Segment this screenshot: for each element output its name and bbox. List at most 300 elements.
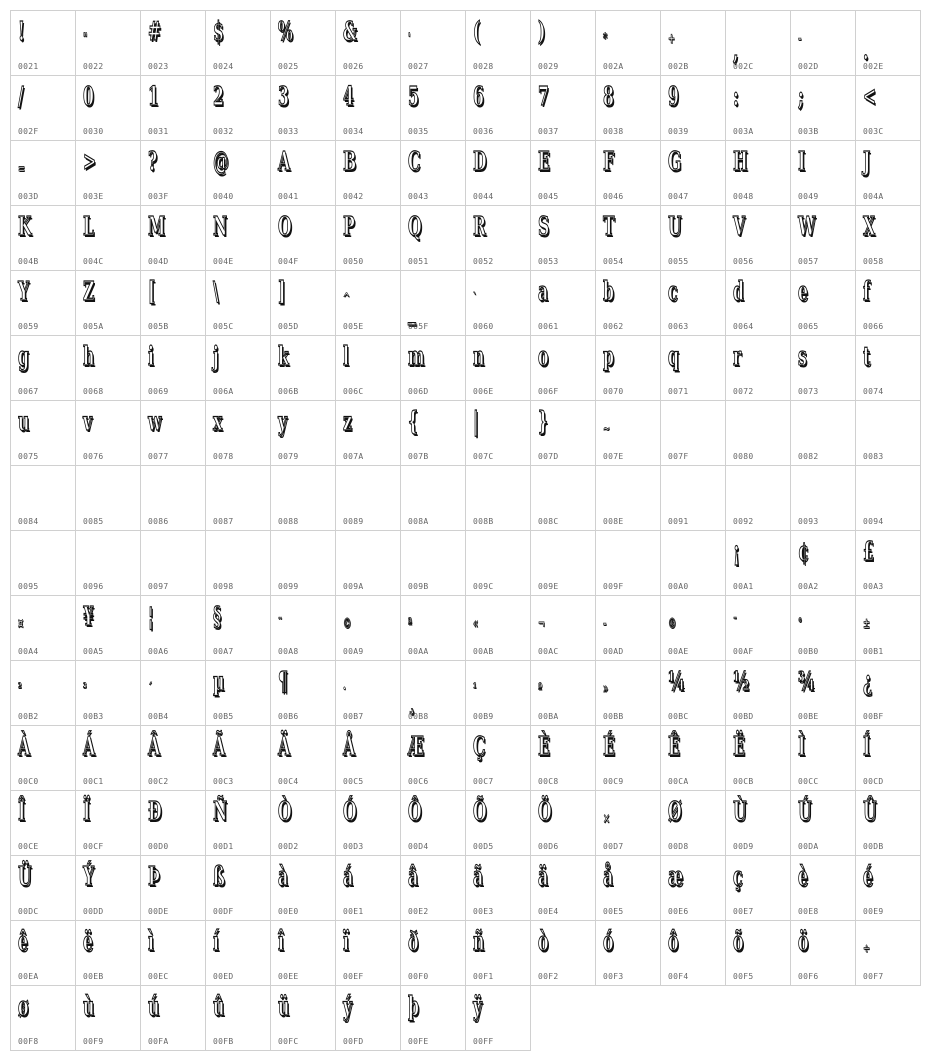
glyph-sample: n bbox=[473, 342, 485, 372]
glyph-code-label: 00EB bbox=[83, 972, 104, 981]
glyph-sample: à bbox=[278, 862, 289, 892]
glyph-code-label: 00D2 bbox=[278, 842, 299, 851]
glyph-code-label: 0056 bbox=[733, 257, 754, 266]
glyph-cell-00fd bbox=[336, 986, 401, 1051]
glyph-sample: 9 bbox=[668, 82, 679, 112]
glyph-sample: Ô bbox=[408, 797, 422, 827]
glyph-cell-00cc bbox=[791, 726, 856, 791]
glyph-code-label: 0072 bbox=[733, 387, 754, 396]
glyph-code-label: 008C bbox=[538, 517, 559, 526]
glyph-sample: ® bbox=[668, 616, 677, 632]
glyph-code-label: 00A4 bbox=[18, 647, 39, 656]
glyph-sample: Ê bbox=[668, 732, 680, 762]
glyph-code-label: 0037 bbox=[538, 127, 559, 136]
glyph-sample: ¬ bbox=[538, 616, 546, 632]
glyph-sample: ß bbox=[213, 862, 225, 892]
glyph-code-label: 00FE bbox=[408, 1037, 429, 1046]
glyph-cell-00bc bbox=[661, 661, 726, 726]
glyph-sample: Û bbox=[863, 797, 877, 827]
glyph-sample: - bbox=[798, 31, 802, 47]
glyph-cell-0034 bbox=[336, 76, 401, 141]
glyph-sample: X bbox=[863, 212, 876, 242]
glyph-code-label: 0058 bbox=[863, 257, 884, 266]
glyph-code-label: 0048 bbox=[733, 192, 754, 201]
glyph-code-label: 009F bbox=[603, 582, 624, 591]
glyph-cell-0097 bbox=[141, 531, 206, 596]
glyph-code-label: 00BB bbox=[603, 712, 624, 721]
glyph-code-label: 007A bbox=[343, 452, 364, 461]
glyph-cell-0096 bbox=[76, 531, 141, 596]
glyph-cell-0030 bbox=[76, 76, 141, 141]
glyph-sample: ¤ bbox=[18, 616, 24, 632]
glyph-sample: a bbox=[538, 277, 549, 307]
glyph-sample: Á bbox=[83, 732, 96, 762]
glyph-cell-0038 bbox=[596, 76, 661, 141]
glyph-code-label: 00C0 bbox=[18, 777, 39, 786]
glyph-cell-0033 bbox=[271, 76, 336, 141]
glyph-cell-0080 bbox=[726, 401, 791, 466]
glyph-cell-00e9 bbox=[856, 856, 921, 921]
glyph-code-label: 00C3 bbox=[213, 777, 234, 786]
glyph-sample: ¡ bbox=[733, 537, 740, 567]
glyph-sample: Ë bbox=[733, 732, 745, 762]
glyph-code-label: 0068 bbox=[83, 387, 104, 396]
glyph-code-label: 007E bbox=[603, 452, 624, 461]
glyph-code-label: 004F bbox=[278, 257, 299, 266]
glyph-code-label: 0092 bbox=[733, 517, 754, 526]
glyph-sample: J bbox=[863, 147, 871, 177]
glyph-sample: ï bbox=[343, 927, 349, 957]
glyph-sample: Õ bbox=[473, 797, 487, 827]
glyph-sample: % bbox=[278, 17, 293, 47]
glyph-code-label: 004C bbox=[83, 257, 104, 266]
glyph-cell-00ac bbox=[531, 596, 596, 661]
glyph-code-label: 00E0 bbox=[278, 907, 299, 916]
glyph-sample: ä bbox=[538, 862, 549, 892]
glyph-sample: \ bbox=[213, 277, 219, 307]
glyph-sample: û bbox=[213, 992, 225, 1022]
glyph-code-label: 0023 bbox=[148, 62, 169, 71]
glyph-code-label: 00E3 bbox=[473, 907, 494, 916]
glyph-cell-005f bbox=[401, 271, 466, 336]
glyph-sample: m bbox=[408, 342, 425, 372]
glyph-code-label: 00F2 bbox=[538, 972, 559, 981]
glyph-cell-0040 bbox=[206, 141, 271, 206]
glyph-code-label: 00D7 bbox=[603, 842, 624, 851]
glyph-cell-00de bbox=[141, 856, 206, 921]
glyph-code-label: 00FF bbox=[473, 1037, 494, 1046]
glyph-code-label: 0040 bbox=[213, 192, 234, 201]
glyph-code-label: 00A7 bbox=[213, 647, 234, 656]
glyph-cell-00cf bbox=[76, 791, 141, 856]
glyph-code-label: 007D bbox=[538, 452, 559, 461]
glyph-code-label: 00C9 bbox=[603, 777, 624, 786]
glyph-sample: I bbox=[798, 147, 806, 177]
glyph-code-label: 00A6 bbox=[148, 647, 169, 656]
glyph-sample: Î bbox=[18, 797, 26, 827]
glyph-code-label: 00CB bbox=[733, 777, 754, 786]
glyph-code-label: 0045 bbox=[538, 192, 559, 201]
glyph-cell-0052 bbox=[466, 206, 531, 271]
glyph-cell-0054 bbox=[596, 206, 661, 271]
glyph-code-label: 00D8 bbox=[668, 842, 689, 851]
glyph-code-label: 00C8 bbox=[538, 777, 559, 786]
glyph-code-label: 003E bbox=[83, 192, 104, 201]
glyph-cell-0022 bbox=[76, 11, 141, 76]
glyph-code-label: 00A1 bbox=[733, 582, 754, 591]
glyph-cell-0071 bbox=[661, 336, 726, 401]
glyph-sample: D bbox=[473, 147, 487, 177]
glyph-cell-00b9 bbox=[466, 661, 531, 726]
glyph-code-label: 007C bbox=[473, 452, 494, 461]
glyph-sample: Ý bbox=[83, 862, 95, 892]
glyph-sample: N bbox=[213, 212, 228, 242]
glyph-cell-00bd bbox=[726, 661, 791, 726]
glyph-cell-00fc bbox=[271, 986, 336, 1051]
glyph-cell-00d5 bbox=[466, 791, 531, 856]
glyph-sample: í bbox=[213, 927, 219, 957]
glyph-cell-0065 bbox=[791, 271, 856, 336]
glyph-sample: . bbox=[863, 36, 869, 66]
glyph-code-label: 00E2 bbox=[408, 907, 429, 916]
glyph-code-label: 0052 bbox=[473, 257, 494, 266]
glyph-cell-0077 bbox=[141, 401, 206, 466]
glyph-code-label: 00CE bbox=[18, 842, 39, 851]
glyph-code-label: 00AE bbox=[668, 647, 689, 656]
glyph-code-label: 00BC bbox=[668, 712, 689, 721]
glyph-sample: Ò bbox=[278, 797, 292, 827]
glyph-code-label: 0053 bbox=[538, 257, 559, 266]
glyph-cell-0053 bbox=[531, 206, 596, 271]
glyph-code-label: 0039 bbox=[668, 127, 689, 136]
glyph-sample: å bbox=[603, 862, 614, 892]
glyph-code-label: 00B4 bbox=[148, 712, 169, 721]
glyph-code-label: 004E bbox=[213, 257, 234, 266]
glyph-cell-0021 bbox=[11, 11, 76, 76]
glyph-cell-0063 bbox=[661, 271, 726, 336]
glyph-code-label: 00B1 bbox=[863, 647, 884, 656]
glyph-cell-00fe bbox=[401, 986, 466, 1051]
glyph-code-label: 0033 bbox=[278, 127, 299, 136]
glyph-cell-0093 bbox=[791, 466, 856, 531]
glyph-code-label: 00A9 bbox=[343, 647, 364, 656]
glyph-code-label: 00F0 bbox=[408, 972, 429, 981]
glyph-cell-0078 bbox=[206, 401, 271, 466]
glyph-sample: ò bbox=[538, 927, 549, 957]
glyph-cell-00b5 bbox=[206, 661, 271, 726]
glyph-cell-008a bbox=[401, 466, 466, 531]
glyph-sample: ´ bbox=[148, 681, 153, 697]
glyph-code-label: 0030 bbox=[83, 127, 104, 136]
glyph-cell-00ca bbox=[661, 726, 726, 791]
glyph-sample: G bbox=[668, 147, 682, 177]
glyph-cell-00e0 bbox=[271, 856, 336, 921]
glyph-cell-003a bbox=[726, 76, 791, 141]
glyph-sample: U bbox=[668, 212, 682, 242]
glyph-cell-005e bbox=[336, 271, 401, 336]
glyph-cell-00f4 bbox=[661, 921, 726, 986]
glyph-sample: # bbox=[148, 17, 162, 47]
glyph-code-label: 00F4 bbox=[668, 972, 689, 981]
glyph-sample: È bbox=[538, 732, 550, 762]
glyph-cell-00d1 bbox=[206, 791, 271, 856]
glyph-code-label: 0041 bbox=[278, 192, 299, 201]
glyph-sample: e bbox=[798, 277, 808, 307]
glyph-cell-006b bbox=[271, 336, 336, 401]
glyph-code-label: 003F bbox=[148, 192, 169, 201]
glyph-sample: T bbox=[603, 212, 615, 242]
glyph-sample: & bbox=[343, 17, 358, 47]
glyph-code-label: 0021 bbox=[18, 62, 39, 71]
glyph-code-label: 00A0 bbox=[668, 582, 689, 591]
glyph-sample: h bbox=[83, 342, 95, 372]
glyph-sample: Y bbox=[18, 277, 30, 307]
glyph-sample: á bbox=[343, 862, 354, 892]
glyph-sample: o bbox=[538, 342, 549, 372]
glyph-code-label: 0073 bbox=[798, 387, 819, 396]
glyph-code-label: 0094 bbox=[863, 517, 884, 526]
glyph-sample: ¯ bbox=[733, 616, 738, 632]
glyph-code-label: 002A bbox=[603, 62, 624, 71]
glyph-cell-00aa bbox=[401, 596, 466, 661]
glyph-sample: ! bbox=[18, 17, 25, 47]
glyph-sample: ù bbox=[83, 992, 95, 1022]
glyph-code-label: 005B bbox=[148, 322, 169, 331]
glyph-code-label: 002C bbox=[733, 62, 754, 71]
glyph-sample: Í bbox=[863, 732, 871, 762]
glyph-sample: ¿ bbox=[863, 667, 873, 697]
glyph-cell-0088 bbox=[271, 466, 336, 531]
glyph-cell-00b4 bbox=[141, 661, 206, 726]
glyph-cell-00ed bbox=[206, 921, 271, 986]
glyph-code-label: 0027 bbox=[408, 62, 429, 71]
glyph-code-label: 005C bbox=[213, 322, 234, 331]
glyph-sample: y bbox=[278, 407, 288, 437]
glyph-sample: ø bbox=[18, 992, 29, 1022]
glyph-cell-003e bbox=[76, 141, 141, 206]
glyph-code-label: 0031 bbox=[148, 127, 169, 136]
glyph-sample: ¥ bbox=[83, 602, 94, 632]
glyph-code-label: 00E8 bbox=[798, 907, 819, 916]
glyph-code-label: 00FB bbox=[213, 1037, 234, 1046]
glyph-sample: ö bbox=[798, 927, 809, 957]
glyph-code-label: 0063 bbox=[668, 322, 689, 331]
glyph-cell-008b bbox=[466, 466, 531, 531]
glyph-sample: g bbox=[18, 342, 29, 372]
glyph-cell-006f bbox=[531, 336, 596, 401]
glyph-code-label: 00E5 bbox=[603, 907, 624, 916]
glyph-code-label: 00A5 bbox=[83, 647, 104, 656]
glyph-cell-00ce bbox=[11, 791, 76, 856]
glyph-cell-00b6 bbox=[271, 661, 336, 726]
glyph-cell-009a bbox=[336, 531, 401, 596]
glyph-sample: ó bbox=[603, 927, 614, 957]
glyph-code-label: 0059 bbox=[18, 322, 39, 331]
glyph-code-label: 0029 bbox=[538, 62, 559, 71]
glyph-cell-00b3 bbox=[76, 661, 141, 726]
glyph-cell-0028 bbox=[466, 11, 531, 76]
glyph-code-label: 0051 bbox=[408, 257, 429, 266]
glyph-code-label: 00C4 bbox=[278, 777, 299, 786]
glyph-sample: Ã bbox=[213, 732, 226, 762]
glyph-code-label: 005E bbox=[343, 322, 364, 331]
glyph-sample: æ bbox=[668, 862, 684, 892]
glyph-sample: 7 bbox=[538, 82, 549, 112]
glyph-code-label: 00FA bbox=[148, 1037, 169, 1046]
glyph-code-label: 002D bbox=[798, 62, 819, 71]
glyph-cell-0049 bbox=[791, 141, 856, 206]
glyph-sample: , bbox=[733, 36, 739, 66]
glyph-code-label: 008A bbox=[408, 517, 429, 526]
glyph-cell-006e bbox=[466, 336, 531, 401]
glyph-cell-0062 bbox=[596, 271, 661, 336]
glyph-cell-0037 bbox=[531, 76, 596, 141]
glyph-code-label: 006C bbox=[343, 387, 364, 396]
glyph-code-label: 0054 bbox=[603, 257, 624, 266]
glyph-cell-0027 bbox=[401, 11, 466, 76]
glyph-sample: O bbox=[278, 212, 292, 242]
glyph-sample: / bbox=[18, 82, 24, 112]
glyph-cell-00f6 bbox=[791, 921, 856, 986]
glyph-code-label: 004A bbox=[863, 192, 884, 201]
glyph-sample: - bbox=[603, 616, 607, 632]
glyph-cell-00d7 bbox=[596, 791, 661, 856]
glyph-code-label: 00F9 bbox=[83, 1037, 104, 1046]
glyph-code-label: 0047 bbox=[668, 192, 689, 201]
glyph-cell-00a1 bbox=[726, 531, 791, 596]
glyph-code-label: 0098 bbox=[213, 582, 234, 591]
glyph-cell-00ec bbox=[141, 921, 206, 986]
glyph-cell-009f bbox=[596, 531, 661, 596]
glyph-sample: © bbox=[343, 616, 352, 632]
glyph-cell-0047 bbox=[661, 141, 726, 206]
glyph-code-label: 0078 bbox=[213, 452, 234, 461]
glyph-sample: £ bbox=[863, 537, 874, 567]
glyph-cell-00f2 bbox=[531, 921, 596, 986]
glyph-cell-002c bbox=[726, 11, 791, 76]
glyph-sample: ) bbox=[538, 17, 546, 47]
glyph-cell-002f bbox=[11, 76, 76, 141]
glyph-cell-0067 bbox=[11, 336, 76, 401]
glyph-code-label: 009A bbox=[343, 582, 364, 591]
glyph-code-label: 0042 bbox=[343, 192, 364, 201]
glyph-code-label: 0065 bbox=[798, 322, 819, 331]
glyph-code-label: 008B bbox=[473, 517, 494, 526]
glyph-cell-00ef bbox=[336, 921, 401, 986]
glyph-cell-0064 bbox=[726, 271, 791, 336]
glyph-cell-0025 bbox=[271, 11, 336, 76]
glyph-code-label: 0074 bbox=[863, 387, 884, 396]
glyph-sample: ² bbox=[18, 681, 22, 697]
glyph-sample: ^ bbox=[343, 291, 351, 307]
glyph-cell-0046 bbox=[596, 141, 661, 206]
glyph-sample: ã bbox=[473, 862, 484, 892]
glyph-cell-00c6 bbox=[401, 726, 466, 791]
glyph-cell-00db bbox=[856, 791, 921, 856]
glyph-code-label: 00E9 bbox=[863, 907, 884, 916]
glyph-cell-00d0 bbox=[141, 791, 206, 856]
glyph-sample: > bbox=[83, 147, 97, 177]
glyph-sample: V bbox=[733, 212, 746, 242]
glyph-code-label: 0034 bbox=[343, 127, 364, 136]
glyph-cell-00c4 bbox=[271, 726, 336, 791]
glyph-sample: H bbox=[733, 147, 748, 177]
glyph-cell-0085 bbox=[76, 466, 141, 531]
glyph-sample: é bbox=[863, 862, 873, 892]
glyph-cell-00a5 bbox=[76, 596, 141, 661]
glyph-cell-0032 bbox=[206, 76, 271, 141]
glyph-sample: W bbox=[798, 212, 816, 242]
glyph-sample: Ç bbox=[473, 732, 486, 762]
glyph-sample: ý bbox=[343, 992, 353, 1022]
glyph-cell-00a7 bbox=[206, 596, 271, 661]
glyph-code-label: 0076 bbox=[83, 452, 104, 461]
glyph-cell-00d2 bbox=[271, 791, 336, 856]
glyph-sample: Ó bbox=[343, 797, 357, 827]
glyph-cell-0055 bbox=[661, 206, 726, 271]
glyph-code-label: 0077 bbox=[148, 452, 169, 461]
glyph-code-label: 00BE bbox=[798, 712, 819, 721]
glyph-sample: ¦ bbox=[148, 602, 154, 632]
glyph-sample: Å bbox=[343, 732, 356, 762]
glyph-code-label: 0061 bbox=[538, 322, 559, 331]
glyph-sample: » bbox=[603, 681, 609, 697]
glyph-code-label: 00AA bbox=[408, 647, 429, 656]
glyph-code-label: 007F bbox=[668, 452, 689, 461]
glyph-cell-00e3 bbox=[466, 856, 531, 921]
glyph-code-label: 0062 bbox=[603, 322, 624, 331]
glyph-sample: x bbox=[213, 407, 223, 437]
glyph-code-label: 0080 bbox=[733, 452, 754, 461]
glyph-sample: Ú bbox=[798, 797, 812, 827]
glyph-code-label: 006D bbox=[408, 387, 429, 396]
glyph-cell-003f bbox=[141, 141, 206, 206]
glyph-cell-003d bbox=[11, 141, 76, 206]
glyph-cell-00d4 bbox=[401, 791, 466, 856]
glyph-sample: L bbox=[83, 212, 94, 242]
glyph-code-label: 003B bbox=[798, 127, 819, 136]
glyph-cell-0089 bbox=[336, 466, 401, 531]
glyph-sample: ¢ bbox=[798, 537, 809, 567]
glyph-cell-00d6 bbox=[531, 791, 596, 856]
glyph-cell-0060 bbox=[466, 271, 531, 336]
glyph-code-label: 002F bbox=[18, 127, 39, 136]
glyph-code-label: 0070 bbox=[603, 387, 624, 396]
glyph-sample: ô bbox=[668, 927, 679, 957]
glyph-code-label: 003D bbox=[18, 192, 39, 201]
glyph-code-label: 00C2 bbox=[148, 777, 169, 786]
glyph-cell-0082 bbox=[791, 401, 856, 466]
glyph-cell-0031 bbox=[141, 76, 206, 141]
glyph-sample: Ð bbox=[148, 797, 162, 827]
glyph-sample: t bbox=[863, 342, 871, 372]
glyph-sample: ; bbox=[798, 82, 804, 112]
glyph-code-label: 00B6 bbox=[278, 712, 299, 721]
glyph-code-label: 005A bbox=[83, 322, 104, 331]
glyph-cell-007a bbox=[336, 401, 401, 466]
glyph-code-label: 0075 bbox=[18, 452, 39, 461]
glyph-sample: R bbox=[473, 212, 486, 242]
glyph-code-label: 009C bbox=[473, 582, 494, 591]
glyph-code-label: 00AF bbox=[733, 647, 754, 656]
glyph-cell-00f3 bbox=[596, 921, 661, 986]
glyph-sample: s bbox=[798, 342, 807, 372]
glyph-cell-00ba bbox=[531, 661, 596, 726]
glyph-cell-0072 bbox=[726, 336, 791, 401]
glyph-cell-004f bbox=[271, 206, 336, 271]
glyph-code-label: 004D bbox=[148, 257, 169, 266]
glyph-cell-0091 bbox=[661, 466, 726, 531]
